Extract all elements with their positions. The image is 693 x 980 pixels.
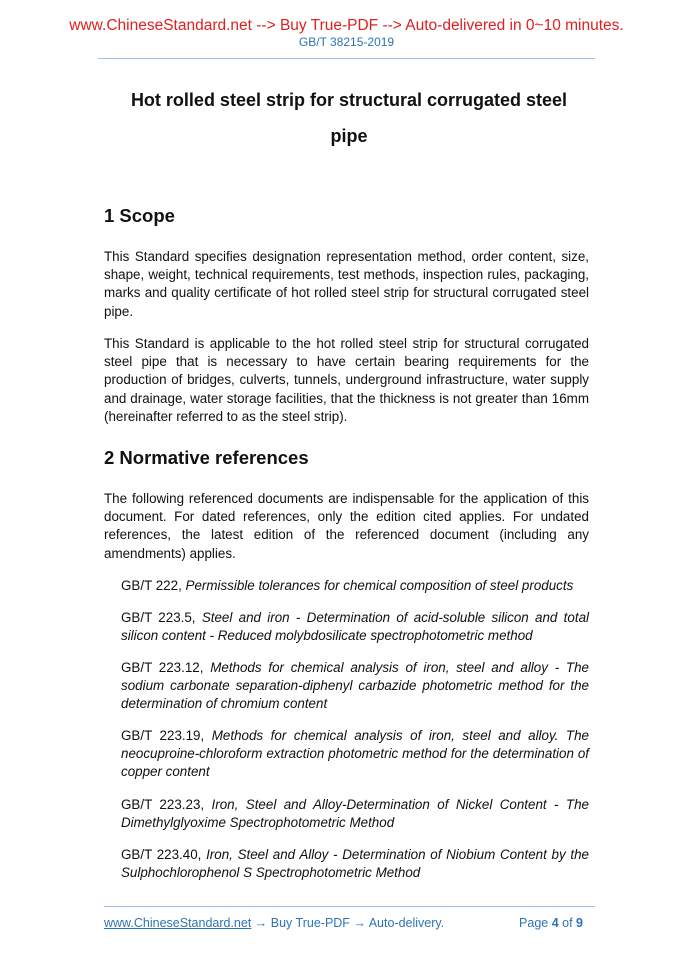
reference-title: Steel and iron - Determination of acid-soluble silicon and total silicon content - Reduced molybdosilicate spectrophotometric method	[121, 610, 589, 644]
reference-code: GB/T 223.12,	[121, 660, 211, 675]
normative-intro-paragraph: The following referenced documents are indispensable for the application of this document. For dated references, only the edition cited applies. For undated references, the latest edition of the referenced document (including any amendments) applies.	[104, 491, 589, 561]
page-label: Page	[519, 916, 552, 930]
footer-site-link[interactable]: www.ChineseStandard.net	[104, 916, 252, 930]
scope-paragraph-1: This Standard specifies designation representation method, order content, size, shape, weight, technical requirements, test methods, inspection rules, packaging, marks and quality certificate of hot rolled steel strip for structural corrugated steel pipe.	[104, 249, 589, 319]
reference-item	[121, 577, 589, 595]
reference-item	[121, 796, 589, 832]
reference-code: GB/T 223.23,	[121, 797, 212, 812]
section-heading-scope: 1 Scope	[104, 205, 175, 226]
reference-code: GB/T 222,	[121, 578, 186, 593]
title-line-1: Hot rolled steel strip for structural corrugated steel	[130, 90, 568, 110]
document-title	[104, 82, 594, 154]
title-line-2: pipe	[330, 126, 368, 146]
standard-number: GB/T 38215-2019	[298, 35, 395, 49]
reference-code: GB/T 223.40,	[121, 847, 207, 862]
footer-divider	[104, 906, 595, 907]
reference-item	[121, 659, 589, 714]
reference-item	[121, 846, 589, 882]
page-total: 9	[576, 916, 583, 930]
header-divider	[98, 58, 595, 59]
reference-code: GB/T 223.5,	[121, 610, 202, 625]
section-heading-normative-references: 2 Normative references	[104, 447, 309, 468]
page-of: of	[558, 916, 577, 930]
reference-item	[121, 609, 589, 645]
reference-title: Iron, Steel and Alloy - Determination of Niobium Content by the Sulphochlorophenol S Spectrophotometric Method	[121, 847, 589, 881]
reference-title: Methods for chemical analysis of iron, steel and alloy - The sodium carbonate separation-diphenyl carbazide photometric method for the determination of chromium content	[121, 660, 589, 712]
page-footer	[104, 916, 595, 930]
reference-item	[121, 727, 589, 782]
reference-title: Methods for chemical analysis of iron, steel and alloy. The neocuproine-chloroform extraction photometric method for the determination of copper content	[121, 728, 589, 780]
page-indicator	[519, 916, 583, 930]
footer-text: → Buy True-PDF → Auto-delivery.	[251, 916, 445, 930]
scope-paragraph-2: This Standard is applicable to the hot rolled steel strip for structural corrugated steel pipe that is necessary to have certain bearing requirements for the production of bridges, culverts, tunnels, underground infrastructure, water supply and drainage, water storage facilities, that the thickness is not greater than 16mm (hereinafter referred to as the steel strip).	[104, 336, 589, 424]
reference-title: Permissible tolerances for chemical composition of steel products	[185, 578, 574, 593]
reference-title: Iron, Steel and Alloy-Determination of Nickel Content - The Dimethylglyoxime Spectrophotometric Method	[121, 797, 590, 831]
promo-banner: www.ChineseStandard.net --> Buy True-PDF --> Auto-delivered in 0~10 minutes.	[69, 17, 624, 34]
page-current: 4	[551, 916, 559, 930]
reference-code: GB/T 223.19,	[121, 728, 212, 743]
